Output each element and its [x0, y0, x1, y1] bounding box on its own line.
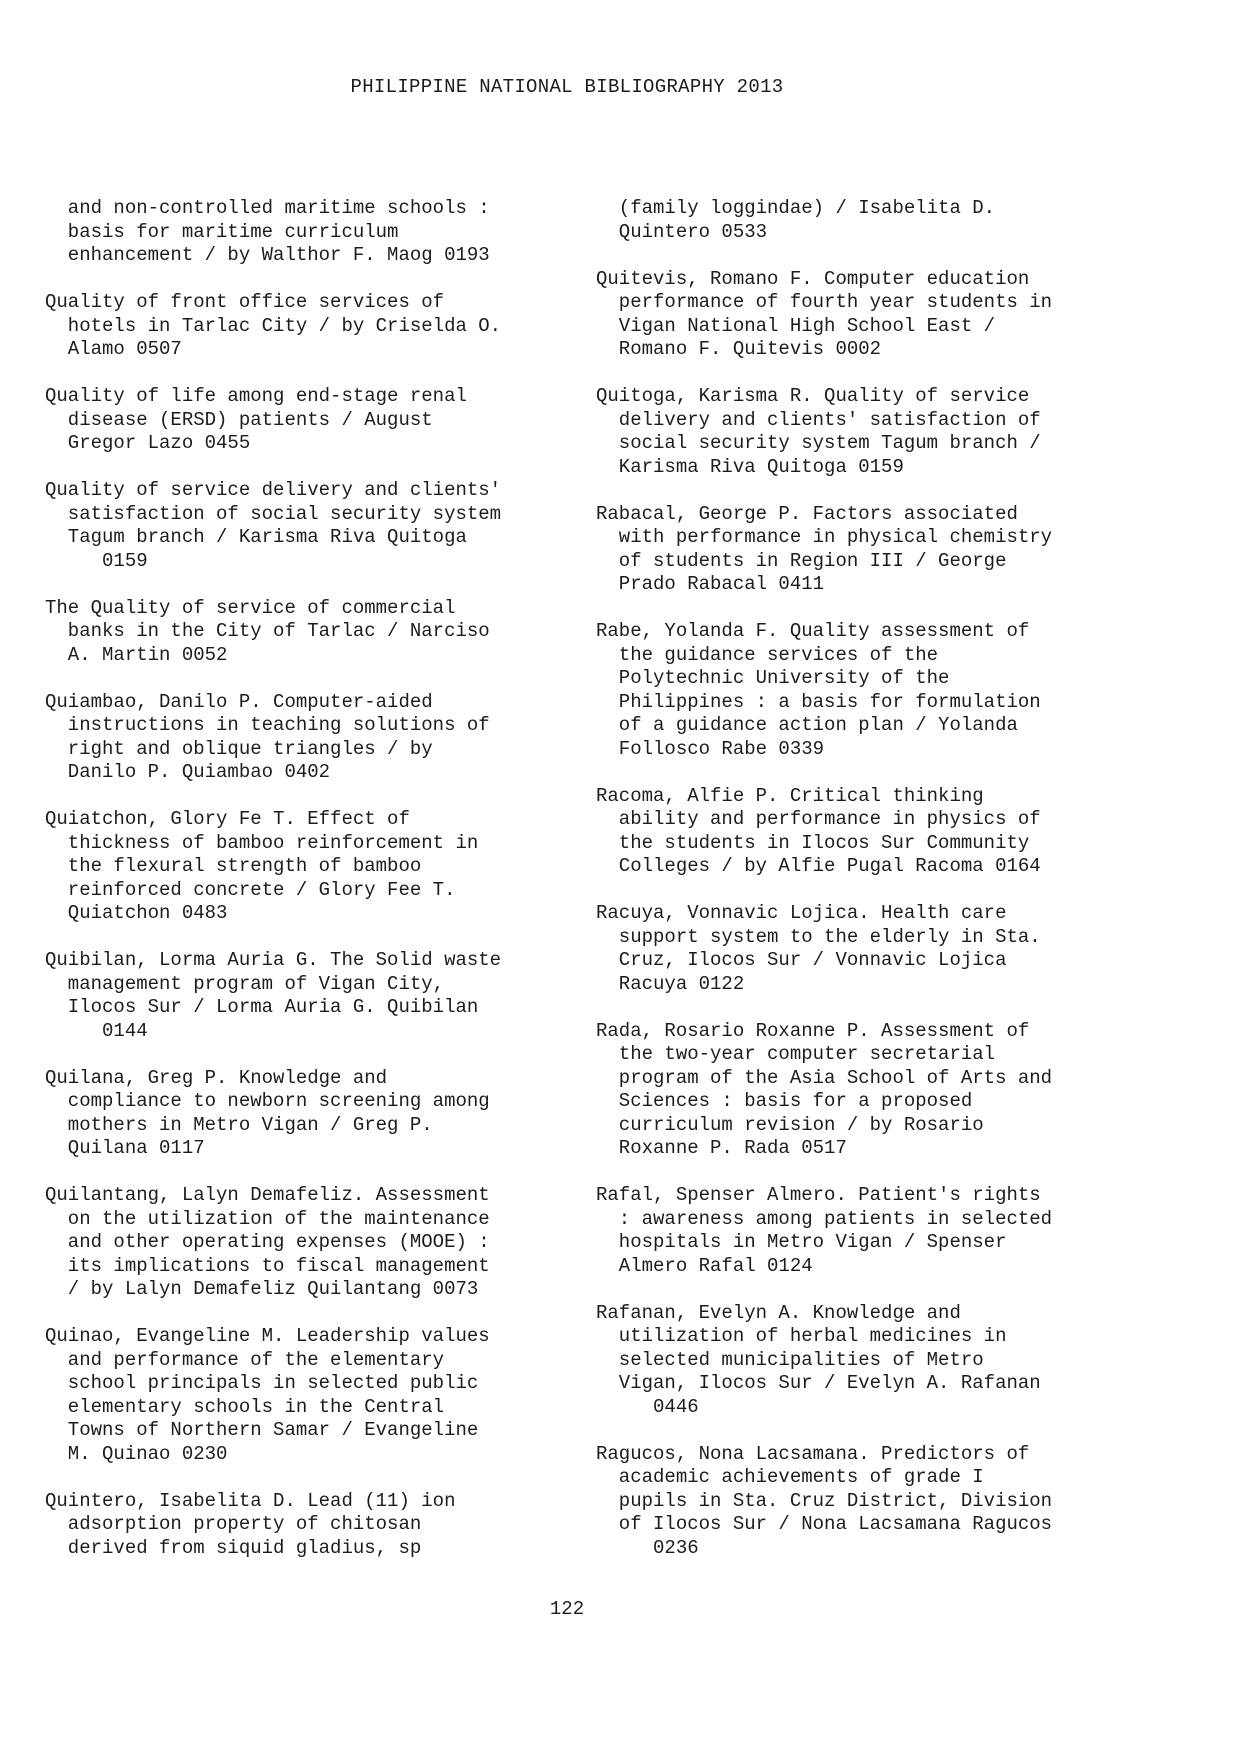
entry-line: Rada, Rosario Roxanne P. Assessment of	[596, 1019, 1030, 1042]
entry-line: 0144	[45, 1019, 148, 1042]
bibliography-entry	[596, 268, 1156, 362]
entry-line: Follosco Rabe 0339	[596, 737, 825, 760]
entry-line: Racuya 0122	[596, 972, 745, 995]
bibliography-entry	[45, 1067, 605, 1161]
entry-line: elementary schools in the Central	[45, 1395, 445, 1418]
entry-line: management program of Vigan City,	[45, 972, 445, 995]
entry-line: A. Martin 0052	[45, 643, 228, 666]
entry-line: Polytechnic University of the	[596, 667, 950, 689]
bibliography-entry	[45, 808, 605, 926]
bibliography-entry	[45, 1325, 605, 1466]
bibliography-entry	[596, 902, 1156, 996]
entry-line: Almero Rafal 0124	[596, 1254, 813, 1277]
bibliography-entry	[45, 597, 605, 668]
entry-line: its implications to fiscal management	[45, 1254, 490, 1277]
entry-line: Quality of life among end-stage renal	[45, 385, 467, 407]
entry-line: selected municipalities of Metro	[596, 1348, 984, 1371]
bibliography-entry	[596, 1443, 1156, 1561]
entry-line: social security system Tagum branch /	[596, 432, 1041, 454]
entry-line: 0236	[596, 1536, 699, 1559]
entry-line: compliance to newborn screening among	[45, 1090, 490, 1112]
entry-line: the two-year computer secretarial	[596, 1043, 996, 1065]
entry-line: Quitoga, Karisma R. Quality of service	[596, 385, 1030, 407]
entry-line: Romano F. Quitevis 0002	[596, 338, 882, 360]
entry-line: Quinao, Evangeline M. Leadership values	[45, 1325, 490, 1347]
bibliography-entry	[45, 291, 605, 362]
bibliography-entry	[596, 385, 1156, 479]
bibliography-entry	[596, 785, 1156, 879]
page-header: PHILIPPINE NATIONAL BIBLIOGRAPHY 2013	[350, 76, 784, 98]
entry-line: Vigan National High School East /	[596, 314, 996, 337]
bibliography-entry	[45, 479, 605, 573]
entry-line: of Ilocos Sur / Nona Lacsamana Ragucos	[596, 1513, 1053, 1535]
entry-line: Colleges / by Alfie Pugal Racoma 0164	[596, 855, 1041, 877]
entry-line: Quilana 0117	[45, 1137, 205, 1159]
bibliography-entry	[596, 1020, 1156, 1161]
entry-line: Quiambao, Danilo P. Computer-aided	[45, 690, 433, 713]
bibliography-entry	[45, 949, 605, 1043]
bibliography-entry	[45, 1184, 605, 1302]
entry-line: Quality of service delivery and clients'	[45, 479, 502, 501]
entry-line: Prado Rabacal 0411	[596, 573, 825, 595]
entry-line: / by Lalyn Demafeliz Quilantang 0073	[45, 1278, 479, 1300]
right-column	[596, 197, 1156, 1584]
entry-line: Danilo P. Quiambao 0402	[45, 761, 331, 783]
bibliography-entry	[596, 1302, 1156, 1420]
entry-line: Quiatchon 0483	[45, 902, 228, 924]
entry-line: pupils in Sta. Cruz District, Division	[596, 1489, 1053, 1512]
entry-line: enhancement / by Walthor F. Maog 0193	[45, 244, 490, 266]
entry-line: Ilocos Sur / Lorma Auria G. Quibilan	[45, 996, 479, 1018]
bibliography-entry	[596, 197, 1156, 244]
entry-line: Alamo 0507	[45, 338, 182, 360]
entry-line: Philippines : a basis for formulation	[596, 690, 1041, 713]
entry-line: school principals in selected public	[45, 1372, 479, 1394]
entry-line: and other operating expenses (MOOE) :	[45, 1231, 490, 1253]
bibliography-entry	[45, 1490, 605, 1561]
entry-line: mothers in Metro Vigan / Greg P.	[45, 1113, 433, 1136]
entry-line: Karisma Riva Quitoga 0159	[596, 455, 904, 478]
entry-line: Rabe, Yolanda F. Quality assessment of	[596, 620, 1030, 642]
entry-line: Quilantang, Lalyn Demafeliz. Assessment	[45, 1184, 490, 1206]
entry-line: adsorption property of chitosan	[45, 1513, 422, 1535]
entry-line: Quiatchon, Glory Fe T. Effect of	[45, 808, 410, 830]
entry-line: Rafal, Spenser Almero. Patient's rights	[596, 1184, 1041, 1206]
entry-line: Quintero 0533	[596, 220, 768, 243]
entry-line: academic achievements of grade I	[596, 1466, 984, 1488]
entry-line: Roxanne P. Rada 0517	[596, 1137, 847, 1159]
entry-line: Rabacal, George P. Factors associated	[596, 502, 1018, 525]
entry-line: with performance in physical chemistry	[596, 526, 1053, 548]
entry-line: 0446	[596, 1395, 699, 1418]
entry-line: program of the Asia School of Arts and	[596, 1066, 1053, 1089]
entry-line: Ragucos, Nona Lacsamana. Predictors of	[596, 1442, 1030, 1465]
bibliography-entry	[596, 1184, 1156, 1278]
entry-line: The Quality of service of commercial	[45, 596, 456, 619]
entry-line: reinforced concrete / Glory Fee T.	[45, 878, 456, 901]
entry-line: instructions in teaching solutions of	[45, 714, 490, 736]
bibliography-entry	[45, 197, 605, 268]
entry-line: Racuya, Vonnavic Lojica. Health care	[596, 902, 1007, 924]
entry-line: of students in Region III / George	[596, 549, 1007, 572]
bibliography-entry	[45, 691, 605, 785]
entry-line: delivery and clients' satisfaction of	[596, 408, 1041, 431]
entry-line: support system to the elderly in Sta.	[596, 925, 1041, 948]
entry-line: right and oblique triangles / by	[45, 737, 433, 760]
entry-line: performance of fourth year students in	[596, 291, 1053, 313]
entry-line: utilization of herbal medicines in	[596, 1325, 1007, 1347]
entry-line: Towns of Northern Samar / Evangeline	[45, 1419, 479, 1441]
entry-line: Rafanan, Evelyn A. Knowledge and	[596, 1301, 961, 1324]
entry-line: hospitals in Metro Vigan / Spenser	[596, 1231, 1007, 1253]
entry-line: and non-controlled maritime schools :	[45, 197, 490, 219]
entry-line: curriculum revision / by Rosario	[596, 1113, 984, 1136]
entry-line: Cruz, Ilocos Sur / Vonnavic Lojica	[596, 949, 1007, 971]
entry-line: Racoma, Alfie P. Critical thinking	[596, 784, 984, 807]
bibliography-entry	[45, 385, 605, 456]
entry-line: the flexural strength of bamboo	[45, 855, 422, 877]
entry-line: disease (ERSD) patients / August	[45, 408, 433, 431]
entry-line: Quibilan, Lorma Auria G. The Solid waste	[45, 949, 502, 971]
entry-line: on the utilization of the maintenance	[45, 1207, 490, 1230]
entry-line: thickness of bamboo reinforcement in	[45, 831, 479, 854]
bibliography-entry	[596, 620, 1156, 761]
entry-line: ability and performance in physics of	[596, 808, 1041, 830]
entry-line: satisfaction of social security system	[45, 502, 502, 525]
entry-line: Vigan, Ilocos Sur / Evelyn A. Rafanan	[596, 1372, 1041, 1394]
left-column	[45, 197, 605, 1584]
entry-line: Sciences : basis for a proposed	[596, 1090, 973, 1112]
entry-line: : awareness among patients in selected	[596, 1207, 1053, 1230]
entry-line: basis for maritime curriculum	[45, 220, 399, 243]
entry-line: 0159	[45, 549, 148, 572]
entry-line: Quitevis, Romano F. Computer education	[596, 267, 1030, 290]
entry-line: (family loggindae) / Isabelita D.	[596, 197, 996, 219]
entry-line: Quilana, Greg P. Knowledge and	[45, 1066, 388, 1089]
entry-line: M. Quinao 0230	[45, 1442, 228, 1465]
entry-line: of a guidance action plan / Yolanda	[596, 714, 1018, 736]
entry-line: derived from siquid gladius, sp	[45, 1536, 422, 1559]
page-number: 122	[549, 1598, 585, 1620]
entry-line: Gregor Lazo 0455	[45, 432, 251, 454]
entry-line: Quality of front office services of	[45, 291, 445, 313]
entry-line: hotels in Tarlac City / by Criselda O.	[45, 314, 502, 337]
bibliography-entry	[596, 503, 1156, 597]
entry-line: and performance of the elementary	[45, 1348, 445, 1371]
entry-line: the guidance services of the	[596, 643, 939, 666]
entry-line: Quintero, Isabelita D. Lead (11) ion	[45, 1489, 456, 1512]
entry-line: the students in Ilocos Sur Community	[596, 831, 1030, 854]
entry-line: banks in the City of Tarlac / Narciso	[45, 620, 490, 642]
entry-line: Tagum branch / Karisma Riva Quitoga	[45, 526, 467, 548]
